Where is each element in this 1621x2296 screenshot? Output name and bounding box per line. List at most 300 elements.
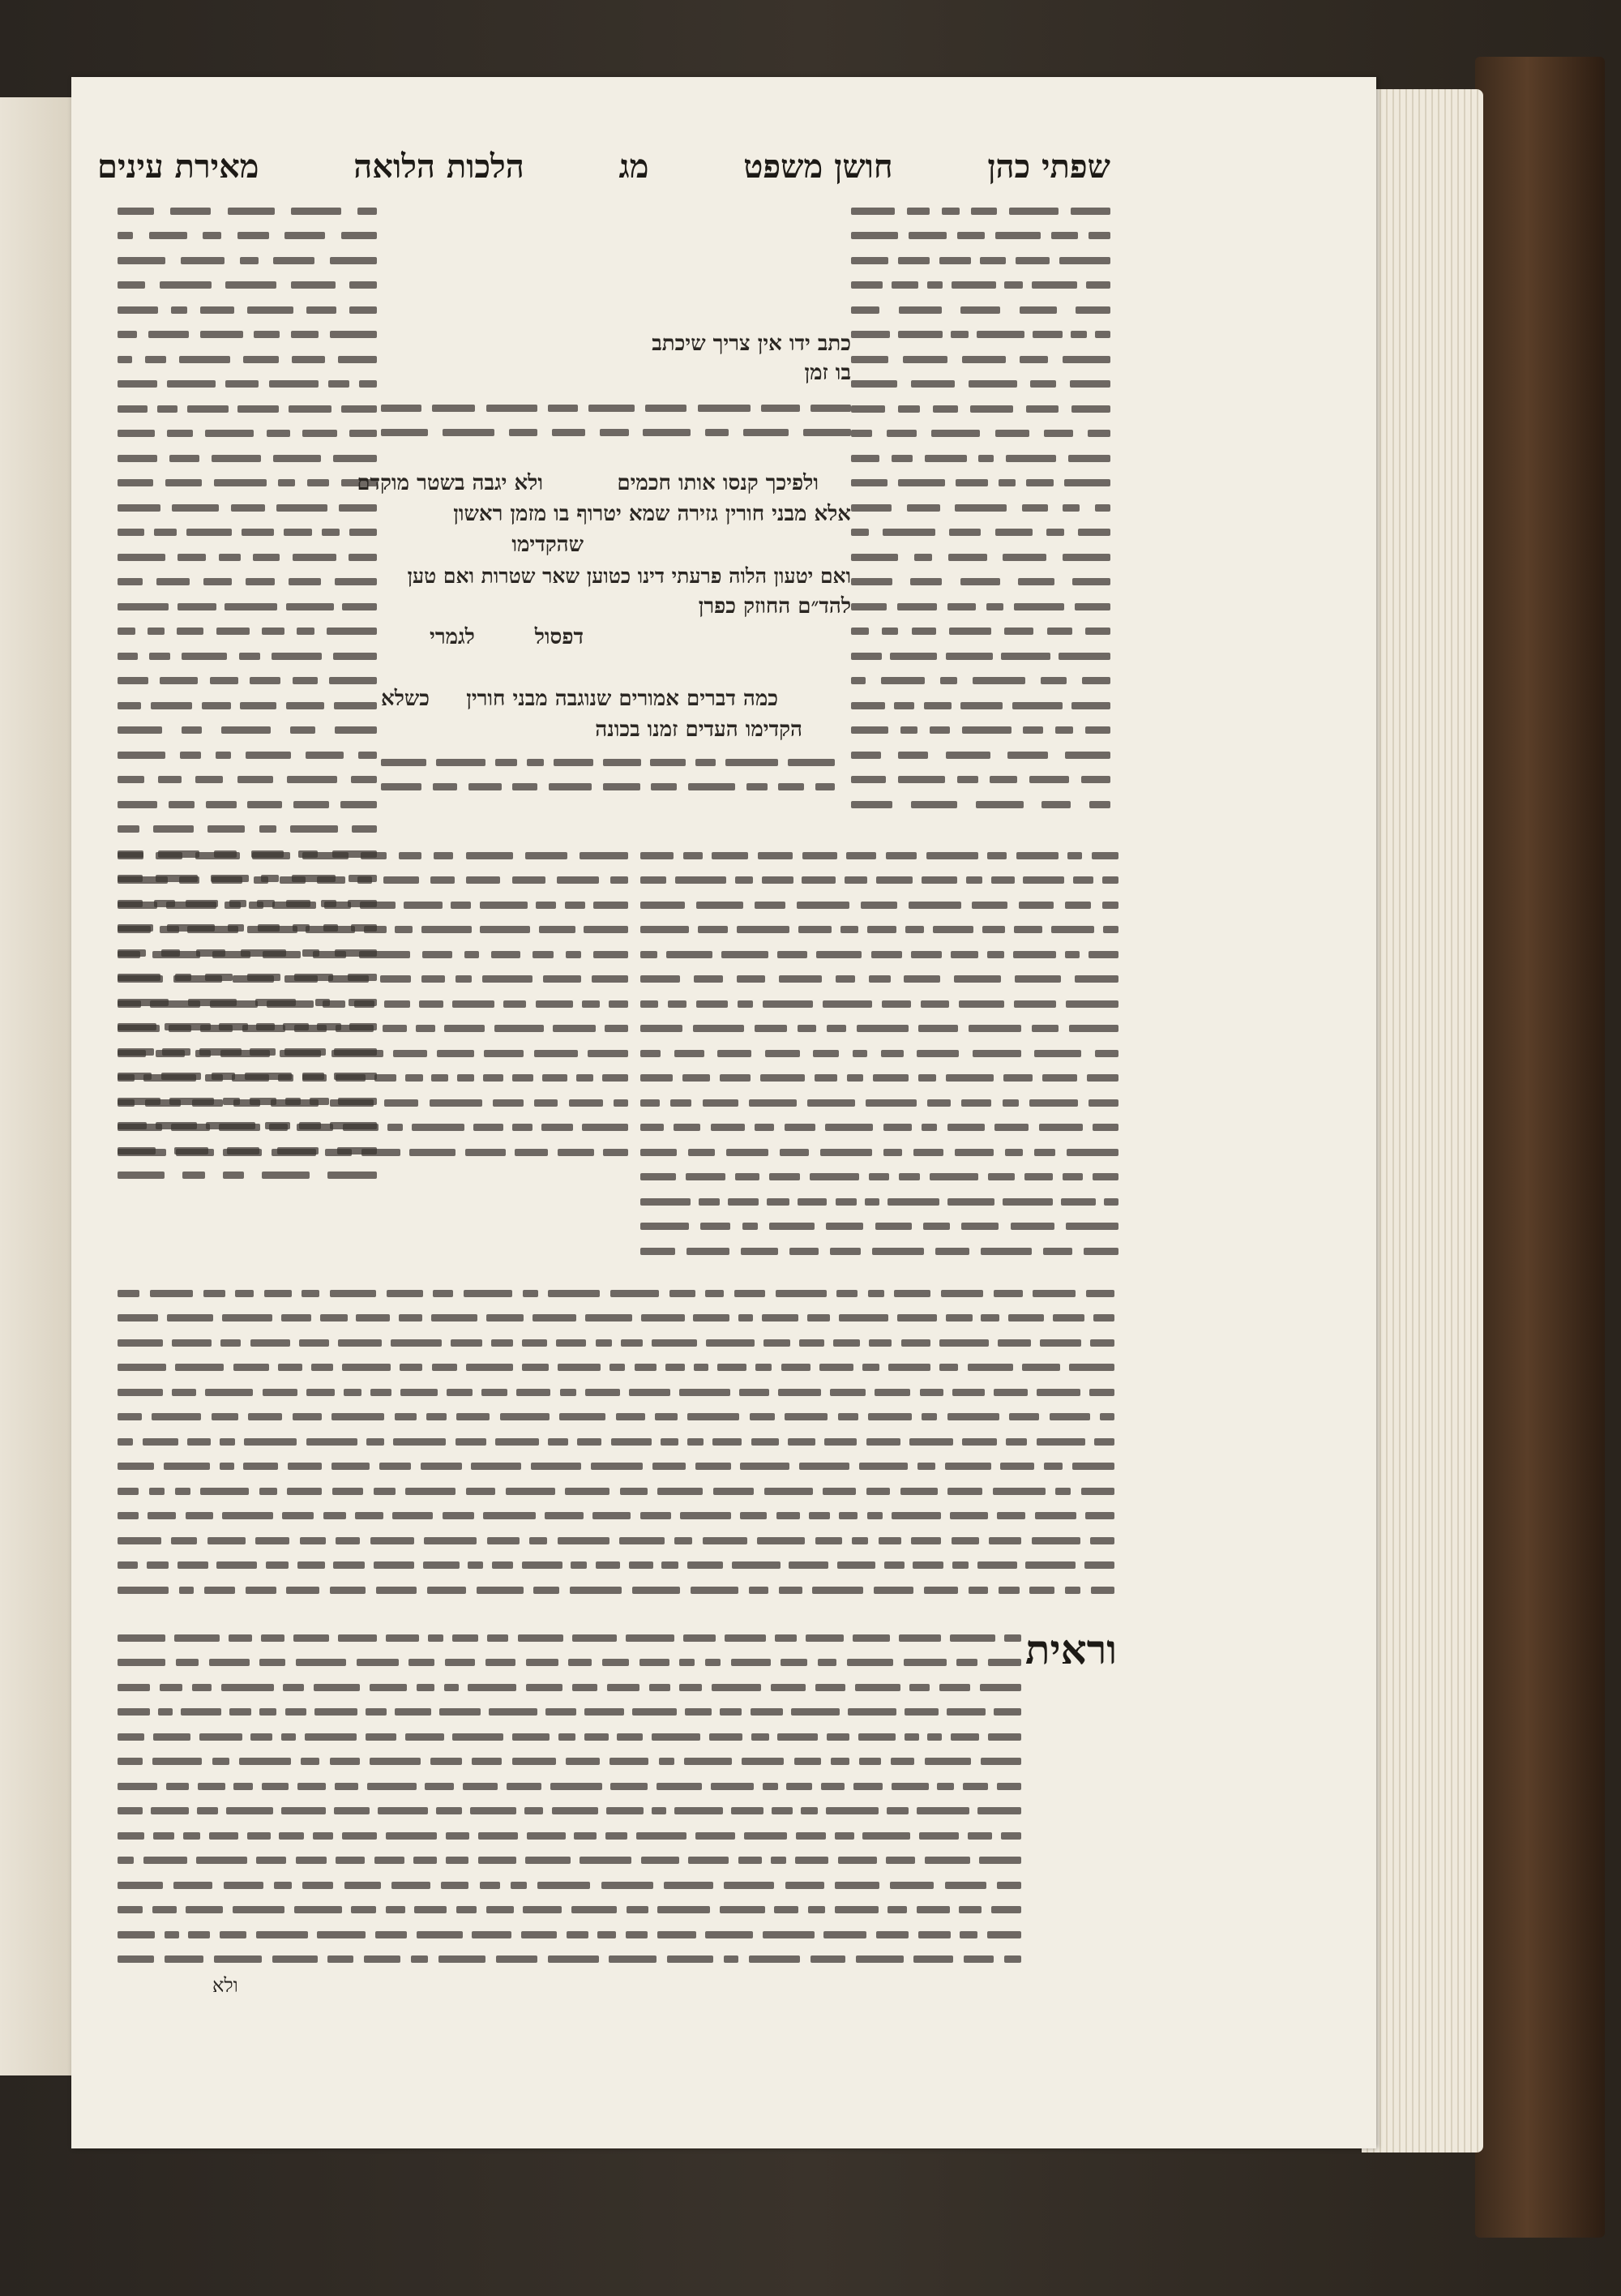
commentary-line bbox=[640, 1116, 1118, 1141]
small-print-word bbox=[904, 975, 940, 983]
small-print-word bbox=[1007, 752, 1048, 759]
small-print-word bbox=[914, 554, 932, 561]
small-print-word bbox=[955, 504, 1007, 512]
small-print-word bbox=[167, 380, 216, 388]
small-print-word bbox=[149, 232, 187, 239]
small-print-word bbox=[543, 975, 581, 983]
small-print-word bbox=[851, 677, 866, 684]
commentary-line bbox=[118, 545, 377, 570]
small-print-word bbox=[861, 902, 897, 909]
small-print-word bbox=[742, 1223, 758, 1230]
small-print-word bbox=[118, 653, 138, 660]
small-print-word bbox=[225, 902, 241, 909]
main-text-line-6: שהקדימו bbox=[511, 533, 584, 557]
small-print-word bbox=[907, 504, 940, 512]
small-print-word bbox=[1023, 726, 1043, 734]
small-print-word bbox=[214, 1955, 262, 1963]
main-text-line-7: ואם יטעון הלוה פרעתי דינו כטוען שאר שטרות ואם טען bbox=[407, 564, 851, 588]
small-print-word bbox=[222, 1512, 273, 1519]
small-print-word bbox=[911, 951, 942, 958]
small-print-word bbox=[247, 926, 297, 933]
small-print-word bbox=[339, 504, 377, 512]
small-print-word bbox=[738, 1857, 762, 1864]
small-print-word bbox=[668, 1000, 686, 1008]
small-print-word bbox=[272, 1955, 318, 1963]
commentary-line bbox=[118, 1823, 1021, 1848]
small-print-word bbox=[607, 1684, 639, 1691]
small-print-word bbox=[293, 801, 329, 808]
small-print-word bbox=[331, 1413, 384, 1420]
small-print-word bbox=[468, 783, 502, 790]
small-print-word bbox=[851, 603, 887, 610]
small-print-word bbox=[629, 1561, 653, 1569]
small-print-word bbox=[1029, 776, 1069, 783]
small-print-word bbox=[232, 1074, 269, 1082]
commentary-line bbox=[118, 1848, 1021, 1874]
small-print-word bbox=[203, 578, 232, 585]
small-print-word bbox=[948, 554, 987, 561]
small-print-word bbox=[947, 1124, 985, 1131]
small-print-word bbox=[952, 1561, 969, 1569]
small-print-word bbox=[868, 1290, 884, 1297]
small-print-word bbox=[987, 951, 1004, 958]
small-print-word bbox=[370, 1537, 414, 1544]
small-print-word bbox=[683, 852, 703, 859]
small-print-word bbox=[605, 1832, 627, 1840]
small-print-word bbox=[724, 1882, 774, 1889]
small-print-word bbox=[769, 1223, 815, 1230]
small-print-word bbox=[1071, 331, 1087, 338]
small-print-word bbox=[640, 1000, 658, 1008]
commentary-line bbox=[381, 750, 835, 775]
small-print-word bbox=[247, 1832, 271, 1840]
small-print-word bbox=[176, 1149, 214, 1156]
small-print-word bbox=[118, 479, 153, 486]
small-print-word bbox=[674, 1807, 723, 1814]
section-heading: וראית bbox=[1025, 1626, 1118, 1673]
small-print-word bbox=[118, 281, 145, 289]
small-print-word bbox=[640, 975, 680, 983]
small-print-word bbox=[851, 281, 883, 289]
small-print-word bbox=[894, 1290, 930, 1297]
small-print-word bbox=[466, 852, 513, 859]
small-print-word bbox=[876, 876, 913, 884]
small-print-word bbox=[1086, 281, 1110, 289]
small-print-word bbox=[930, 726, 950, 734]
small-print-word bbox=[918, 1025, 958, 1032]
small-print-word bbox=[731, 1659, 771, 1666]
small-print-word bbox=[851, 455, 879, 462]
small-print-word bbox=[918, 1074, 936, 1082]
small-print-word bbox=[823, 1488, 856, 1495]
small-print-word bbox=[825, 1124, 873, 1131]
small-print-word bbox=[306, 926, 355, 933]
small-print-word bbox=[659, 1758, 674, 1765]
small-print-word bbox=[833, 1339, 860, 1347]
small-print-word bbox=[786, 1783, 812, 1790]
small-print-word bbox=[334, 1807, 370, 1814]
small-print-word bbox=[776, 1290, 827, 1297]
small-print-word bbox=[883, 529, 935, 536]
small-print-word bbox=[225, 603, 277, 610]
small-print-word bbox=[355, 1512, 383, 1519]
small-print-word bbox=[165, 1931, 179, 1938]
small-print-word bbox=[306, 752, 344, 759]
small-print-word bbox=[683, 1634, 716, 1642]
small-print-word bbox=[195, 1050, 211, 1057]
small-print-word bbox=[720, 1906, 765, 1913]
small-print-word bbox=[987, 1931, 1021, 1938]
small-print-word bbox=[336, 1857, 365, 1864]
small-print-word bbox=[951, 331, 969, 338]
small-print-word bbox=[897, 603, 937, 610]
commentary-line bbox=[851, 298, 1110, 323]
small-print-word bbox=[313, 1832, 333, 1840]
small-print-word bbox=[1034, 1149, 1055, 1156]
small-print-word bbox=[891, 1758, 914, 1765]
small-print-word bbox=[898, 752, 928, 759]
small-print-word bbox=[240, 702, 276, 709]
small-print-word bbox=[892, 455, 913, 462]
small-print-word bbox=[323, 1512, 346, 1519]
small-print-word bbox=[892, 281, 918, 289]
small-print-word bbox=[160, 677, 198, 684]
small-print-word bbox=[366, 1733, 396, 1741]
small-print-word bbox=[1075, 975, 1118, 983]
small-print-word bbox=[809, 1512, 830, 1519]
small-print-word bbox=[247, 801, 282, 808]
small-print-word bbox=[969, 380, 1017, 388]
commentary-line bbox=[118, 893, 628, 918]
small-print-word bbox=[379, 1463, 411, 1470]
small-print-word bbox=[195, 776, 223, 783]
small-print-word bbox=[645, 405, 686, 412]
commentary-line bbox=[118, 199, 377, 224]
small-print-word bbox=[1104, 1198, 1118, 1206]
small-print-word bbox=[947, 1413, 999, 1420]
small-print-word bbox=[153, 825, 194, 833]
small-print-word bbox=[118, 1000, 141, 1008]
small-print-word bbox=[118, 926, 151, 933]
small-print-word bbox=[182, 653, 227, 660]
small-print-word bbox=[777, 951, 807, 958]
commentary-line bbox=[118, 273, 377, 298]
small-print-word bbox=[851, 232, 898, 239]
small-print-word bbox=[909, 232, 947, 239]
small-print-word bbox=[749, 1099, 797, 1107]
small-print-word bbox=[526, 1684, 562, 1691]
small-print-word bbox=[611, 1438, 652, 1446]
small-print-word bbox=[897, 1314, 937, 1321]
small-print-word bbox=[1004, 1955, 1021, 1963]
small-print-word bbox=[1089, 801, 1110, 808]
small-print-word bbox=[735, 1173, 759, 1180]
small-print-word bbox=[971, 208, 997, 215]
small-print-word bbox=[413, 1857, 437, 1864]
small-print-word bbox=[617, 1733, 643, 1741]
small-print-word bbox=[1063, 356, 1110, 363]
small-print-word bbox=[567, 1931, 588, 1938]
small-print-word bbox=[584, 926, 628, 933]
small-print-word bbox=[198, 1783, 225, 1790]
commentary-line bbox=[851, 520, 1110, 546]
small-print-word bbox=[256, 1931, 308, 1938]
commentary-line bbox=[851, 619, 1110, 645]
small-print-word bbox=[960, 1931, 977, 1938]
small-print-word bbox=[374, 1561, 414, 1569]
commentary-line bbox=[118, 1947, 1021, 1973]
small-print-word bbox=[327, 1955, 353, 1963]
small-print-word bbox=[1066, 1223, 1118, 1230]
small-print-word bbox=[177, 1561, 208, 1569]
small-print-word bbox=[819, 1364, 853, 1371]
small-print-word bbox=[620, 1488, 648, 1495]
small-print-word bbox=[172, 1339, 212, 1347]
commentary-line bbox=[118, 942, 628, 967]
small-print-word bbox=[1061, 1198, 1096, 1206]
small-print-word bbox=[1003, 1198, 1053, 1206]
small-print-word bbox=[531, 1463, 581, 1470]
small-print-word bbox=[464, 1290, 512, 1297]
small-print-word bbox=[233, 1364, 269, 1371]
small-print-word bbox=[452, 1000, 494, 1008]
small-print-word bbox=[1076, 306, 1110, 314]
small-print-word bbox=[725, 759, 778, 766]
commentary-line bbox=[118, 718, 377, 743]
small-print-word bbox=[173, 1882, 212, 1889]
small-print-word bbox=[760, 1074, 805, 1082]
small-print-word bbox=[118, 1074, 135, 1082]
small-print-word bbox=[212, 876, 242, 884]
small-print-word bbox=[775, 1634, 797, 1642]
small-print-word bbox=[990, 776, 1017, 783]
commentary-line bbox=[851, 273, 1110, 298]
small-print-word bbox=[305, 1733, 357, 1741]
small-print-word bbox=[186, 1906, 223, 1913]
small-print-word bbox=[293, 1634, 329, 1642]
small-print-word bbox=[674, 1537, 692, 1544]
small-print-word bbox=[433, 783, 457, 790]
small-print-word bbox=[585, 1389, 620, 1396]
small-print-word bbox=[426, 1413, 447, 1420]
small-print-word bbox=[286, 702, 324, 709]
main-text-line-9: דפסול bbox=[534, 625, 584, 649]
small-print-word bbox=[1037, 1389, 1080, 1396]
small-print-word bbox=[1093, 1314, 1114, 1321]
small-print-word bbox=[866, 1099, 917, 1107]
small-print-word bbox=[205, 430, 254, 437]
small-print-word bbox=[890, 653, 937, 660]
commentary-line bbox=[118, 868, 628, 893]
small-print-word bbox=[1032, 281, 1077, 289]
small-print-word bbox=[302, 852, 349, 859]
small-print-word bbox=[395, 1413, 417, 1420]
commentary-line bbox=[118, 1750, 1021, 1775]
small-print-word bbox=[259, 1488, 277, 1495]
small-print-word bbox=[851, 380, 897, 388]
small-print-word bbox=[901, 1339, 930, 1347]
small-print-word bbox=[349, 554, 377, 561]
small-print-word bbox=[851, 702, 885, 709]
small-print-word bbox=[684, 1758, 732, 1765]
small-print-word bbox=[851, 776, 886, 783]
small-print-word bbox=[952, 281, 996, 289]
small-print-word bbox=[118, 578, 143, 585]
commentary-column-right bbox=[851, 199, 1110, 839]
small-print-word bbox=[785, 1882, 824, 1889]
small-print-word bbox=[231, 504, 265, 512]
small-print-word bbox=[527, 1832, 566, 1840]
small-print-word bbox=[788, 759, 835, 766]
small-print-word bbox=[226, 1807, 273, 1814]
small-print-word bbox=[640, 1173, 676, 1180]
small-print-word bbox=[383, 1025, 407, 1032]
small-print-word bbox=[167, 430, 193, 437]
small-print-word bbox=[200, 1488, 249, 1495]
small-print-word bbox=[898, 776, 945, 783]
small-print-word bbox=[925, 1758, 971, 1765]
small-print-word bbox=[192, 1099, 223, 1107]
small-print-word bbox=[815, 1684, 845, 1691]
small-print-word bbox=[602, 1074, 628, 1082]
small-print-word bbox=[1043, 1248, 1072, 1255]
small-print-word bbox=[848, 1708, 896, 1716]
small-print-word bbox=[516, 1389, 550, 1396]
small-print-word bbox=[289, 405, 331, 413]
small-print-word bbox=[858, 1733, 896, 1741]
small-print-word bbox=[709, 1733, 742, 1741]
small-print-word bbox=[1075, 603, 1110, 610]
small-print-word bbox=[961, 1223, 999, 1230]
small-print-word bbox=[995, 232, 1041, 239]
small-print-word bbox=[751, 1708, 783, 1716]
small-print-word bbox=[205, 1074, 223, 1082]
small-print-word bbox=[336, 1074, 366, 1082]
small-print-word bbox=[950, 1634, 995, 1642]
small-print-word bbox=[511, 1882, 527, 1889]
main-text-line-4: ולא יגבה בשטר מוקדם bbox=[357, 471, 543, 495]
small-print-word bbox=[875, 1223, 912, 1230]
small-print-word bbox=[946, 752, 990, 759]
small-print-word bbox=[118, 1783, 157, 1790]
small-print-word bbox=[229, 1634, 252, 1642]
small-print-word bbox=[1086, 1290, 1114, 1297]
small-print-word bbox=[473, 1124, 503, 1131]
small-print-word bbox=[1063, 1173, 1083, 1180]
small-print-word bbox=[293, 554, 336, 561]
small-print-word bbox=[220, 1438, 235, 1446]
small-print-word bbox=[118, 1314, 158, 1321]
small-print-word bbox=[946, 1074, 994, 1082]
small-print-word bbox=[789, 1248, 819, 1255]
small-print-word bbox=[291, 281, 336, 289]
small-print-word bbox=[196, 1857, 247, 1864]
small-print-word bbox=[907, 208, 930, 215]
commentary-line bbox=[118, 992, 628, 1017]
small-print-word bbox=[233, 1099, 260, 1107]
small-print-word bbox=[926, 852, 978, 859]
small-print-word bbox=[333, 1561, 365, 1569]
commentary-line bbox=[118, 1017, 628, 1042]
small-print-word bbox=[807, 1099, 855, 1107]
small-print-word bbox=[359, 951, 410, 958]
small-print-word bbox=[1006, 1438, 1027, 1446]
small-print-word bbox=[370, 1684, 407, 1691]
small-print-word bbox=[1095, 504, 1110, 512]
small-print-word bbox=[153, 1832, 174, 1840]
small-print-word bbox=[340, 801, 377, 808]
small-print-word bbox=[927, 1733, 942, 1741]
small-print-word bbox=[739, 1389, 769, 1396]
small-print-word bbox=[865, 1198, 879, 1206]
small-print-word bbox=[395, 926, 413, 933]
small-print-word bbox=[1029, 1587, 1054, 1594]
small-print-word bbox=[565, 902, 585, 909]
small-print-word bbox=[994, 1290, 1023, 1297]
small-print-word bbox=[118, 702, 141, 709]
commentary-line bbox=[851, 372, 1110, 397]
small-print-word bbox=[771, 1684, 806, 1691]
small-print-word bbox=[359, 380, 377, 388]
small-print-word bbox=[1041, 801, 1071, 808]
small-print-word bbox=[603, 783, 640, 790]
small-print-word bbox=[1084, 1561, 1114, 1569]
small-print-word bbox=[640, 926, 689, 933]
commentary-line bbox=[851, 248, 1110, 273]
small-print-word bbox=[571, 1906, 617, 1913]
small-print-word bbox=[1087, 1074, 1118, 1082]
small-print-word bbox=[979, 1857, 1021, 1864]
small-print-word bbox=[942, 208, 960, 215]
small-print-word bbox=[335, 726, 377, 734]
small-print-word bbox=[1092, 852, 1118, 859]
small-print-word bbox=[605, 1025, 628, 1032]
small-print-word bbox=[767, 1198, 789, 1206]
small-print-word bbox=[1047, 628, 1072, 635]
small-print-word bbox=[285, 1708, 306, 1716]
small-print-word bbox=[278, 1364, 302, 1371]
commentary-line bbox=[640, 918, 1118, 943]
small-print-word bbox=[176, 1659, 199, 1666]
commentary-line bbox=[851, 471, 1110, 496]
small-print-word bbox=[882, 628, 898, 635]
small-print-word bbox=[243, 356, 279, 363]
small-print-word bbox=[580, 852, 628, 859]
small-print-word bbox=[465, 1149, 506, 1156]
small-print-word bbox=[652, 1463, 686, 1470]
small-print-word bbox=[480, 1882, 500, 1889]
small-print-word bbox=[405, 1488, 456, 1495]
small-print-word bbox=[186, 1512, 213, 1519]
small-print-word bbox=[781, 1364, 810, 1371]
small-print-word bbox=[219, 554, 241, 561]
small-print-word bbox=[195, 852, 240, 859]
small-print-word bbox=[220, 1050, 270, 1057]
small-print-word bbox=[980, 1684, 1021, 1691]
small-print-word bbox=[164, 1463, 210, 1470]
small-print-word bbox=[945, 1463, 991, 1470]
small-print-word bbox=[1042, 1074, 1077, 1082]
small-print-word bbox=[225, 281, 276, 289]
small-print-word bbox=[810, 1173, 859, 1180]
small-print-word bbox=[387, 1124, 403, 1131]
commentary-line bbox=[118, 347, 377, 372]
small-print-word bbox=[478, 1832, 518, 1840]
commentary-line bbox=[640, 868, 1118, 893]
small-print-word bbox=[181, 1708, 221, 1716]
small-print-word bbox=[886, 852, 917, 859]
small-print-word bbox=[960, 578, 1000, 585]
